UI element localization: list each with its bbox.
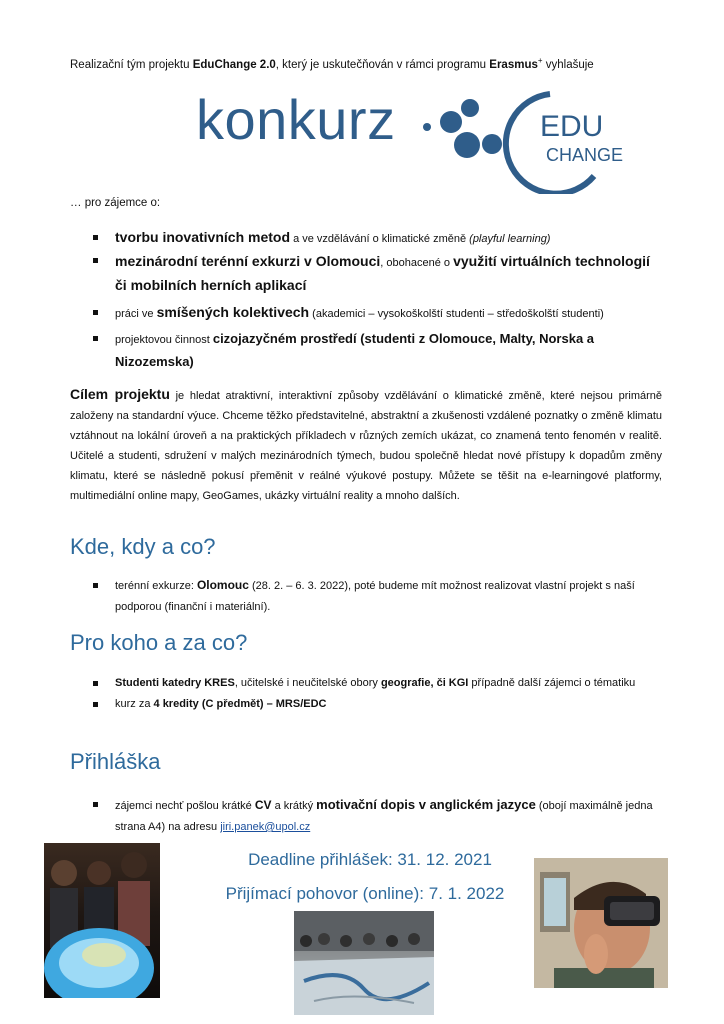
section-heading-where: Kde, kdy a co? — [70, 534, 216, 559]
program-sup: + — [537, 56, 543, 65]
intro-text: Realizační tým projektu — [70, 58, 193, 71]
section-heading-who: Pro koho a za co? — [70, 630, 248, 655]
email-link[interactable]: jiri.panek@upol.cz — [220, 821, 311, 833]
list-item: terénní exkurze: Olomouc (28. 2. – 6. 3. 2022), poté budeme mít možnost realizovat vlastní projekt s naší podporou (finanční i materiální). — [93, 575, 653, 618]
apply-list — [93, 794, 653, 838]
lead-text: … pro zájemce o: — [70, 197, 161, 209]
list-item: Studenti katedry KRES, učitelské i neučitelské obory geografie, či KGI případně další zájemci o tématiku — [93, 673, 663, 694]
list-item: tvorbu inovativních metod a ve vzdělávání o klimatické změně (playful learning) — [93, 227, 663, 250]
list-item: kurz za 4 kredity (C předmět) – MRS/EDC — [93, 694, 663, 715]
photo-students-globe — [44, 843, 160, 998]
logo-brand-top: EDU — [540, 110, 604, 143]
educhange-logo — [418, 88, 624, 194]
logo-brand-bottom: CHANGE — [546, 145, 624, 165]
where-list — [93, 575, 653, 618]
program-name: Erasmus — [489, 58, 538, 71]
intro-text: , který je uskutečňován v rámci programu — [275, 58, 490, 71]
intro-line — [70, 56, 594, 71]
logo-word: konkurz — [196, 88, 396, 151]
list-item: projektovou činnost cizojazyčném prostředí (studenti z Olomouce, Malty, Norska a Nizozemska) — [93, 328, 663, 374]
deadline-text: Deadline přihlášek: 31. 12. 2021 — [248, 850, 492, 869]
photo-vr-headset — [534, 858, 668, 988]
list-item: práci ve smíšených kolektivech (akademici – vysokoškolští studenti – středoškolští studenti) — [93, 302, 663, 325]
project-name: EduChange 2.0 — [192, 58, 276, 71]
interests-list — [93, 227, 663, 374]
goal-paragraph: Cílem projektu je hledat atraktivní, interaktivní způsoby vzdělávání o klimatické změně, které nejsou primárně založeny na standardní výuce. Chceme těžko představitelné, abstraktní a zkušenosti vzdálené poznatky o změně klimatu vztáhnout na lokální úroveň a na praktických příkladech v různých zemích ukázat, co znamená tento fenomén v realitě. Učitelé a studenti, sdružení v malých mezinárodních týmech, budou společně hledat nové přístupy k dopadům změny klimatu, které se následně pokusí přeměnit v reálné výukové postupy. Můžete se těšit na e-learningové platformy, multimediální online mapy, GeoGames, ukázky virtuální reality a mnoho dalších. — [70, 386, 662, 502]
list-item: zájemci nechť pošlou krátké CV a krátký motivační dopis v anglickém jazyce (obojí maximálně jedna strana A4) na adresu jiri.panek@upol.cz — [93, 794, 653, 838]
intro-text: vyhlašuje — [542, 58, 594, 71]
who-list — [93, 673, 663, 715]
interview-text: Přijímací pohovor (online): 7. 1. 2022 — [225, 884, 505, 903]
list-item: mezinárodní terénní exkurzi v Olomouci, obohacené o využití virtuálních technologií či mobilních herních aplikací — [93, 250, 663, 298]
section-heading-apply: Přihláška — [70, 749, 161, 774]
photo-relief-model — [294, 911, 434, 1015]
